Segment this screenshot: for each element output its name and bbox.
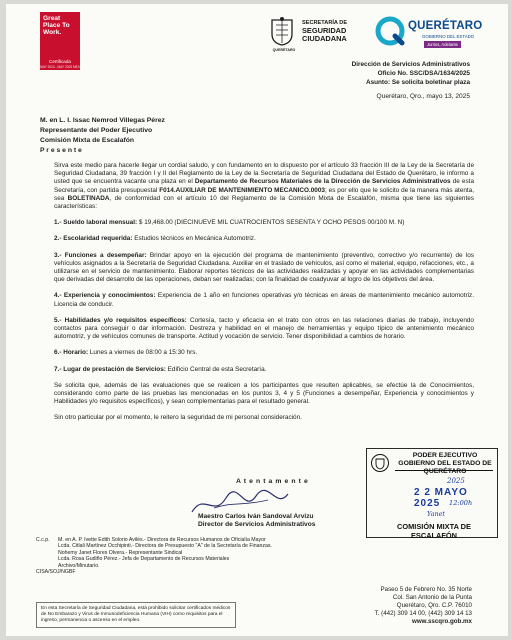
item-1-label: 1.- Sueldo laboral mensual: (54, 219, 138, 227)
stamp-header (395, 452, 495, 476)
great-place-to-work-logo (40, 12, 80, 70)
ssc-logo-text (302, 19, 347, 43)
stamp-divider (395, 470, 493, 471)
recipient-role2: Comisión Mixta de Escalafón (40, 137, 135, 144)
cc-line: Lcda. Citlali Martínez Occhipinti.- Directora de Presupuesto "A" de la Secretaría de Finanzas. (58, 543, 272, 550)
signer-block (198, 513, 315, 530)
item-6-label: 6.- Horario: (54, 349, 89, 357)
atentamente: A t e n t a m e n t e (236, 478, 309, 485)
intro-f: BOLETINADA (67, 194, 110, 202)
queretaro-sub: GOBIERNO DEL ESTADO (422, 34, 475, 39)
presente: P r e s e n t e (40, 147, 82, 154)
department: Dirección de Servicios Administrativos (351, 61, 470, 68)
ssc-line2: SEGURIDAD (302, 26, 347, 35)
stamp-handwritten-year: 2025 (447, 477, 465, 485)
letter-body (54, 162, 474, 431)
seal-caption: QUERÉTARO (272, 48, 296, 52)
closing-paragraph: Sin otro particular por el momento, le reitero la seguridad de mi personal consideración. (54, 414, 302, 422)
cc-list (58, 537, 272, 569)
gptw-cert: Certificada (49, 59, 71, 64)
letter-header (352, 60, 470, 87)
intro-paragraph (54, 162, 474, 211)
item-3-label: 3.- Funciones a desempeñar: (54, 251, 147, 259)
item-2-label: 2.- Escolaridad requerida: (54, 235, 133, 243)
letter-page (6, 4, 508, 636)
item-4 (54, 292, 474, 308)
item-4-text: Experiencia de 1 año en funciones operativas y/o técnicas en áreas de mantenimiento mecánico automotriz. Licencia de conducir. (54, 292, 474, 308)
state-seal-icon (268, 16, 296, 46)
stamp-top1: PODER EJECUTIVO (412, 452, 478, 459)
oficio-number: Oficio No. SSC/DSA/1634/2025 (377, 70, 470, 77)
cc-line: Lcda. Rosa Gudiño Pérez.- Jefa de Departamento de Recursos Materiales (58, 556, 230, 563)
signer-name: Maestro Carlos Iván Sandoval Arvizu (198, 513, 314, 520)
item-3-text: Brindar apoyo en la ejecución del programa de mantenimiento (preventivo, correctivo y/o recurrente) de los vehículos asignados a la Secretaría de Seguridad Ciudadana. Auxiliar en el traslado de vehículos, así como el material, equipo, refacciones, etc., a utilizarse en el servicio de mantenimiento. Elaborar reportes técnicos de las actividades realizadas y apoyar en las actividades complementarias que derivadas del desarrollo de las operaciones, deban ser realizadas; con la finalidad de coadyuvar al logro de los objetivos del área. (54, 251, 475, 284)
item-5-text: Cortesía, tacto y eficacia en el trato con otros en las relaciones diarias de trabajo, incluyendo contactos para conseguir o dar información. Destreza y habilidad en el manejo de herramientas y equipo típico de antenimiento mecánico automotriz, y de vehículos comunes de transporte. Actitud y vocación de servicio. Tener disponibilidad a cambios de horario. (54, 316, 474, 341)
item-7 (54, 366, 474, 374)
gptw-small: MAY 2024 - MAY 2025 MEX (40, 65, 80, 69)
gptw-text: Great Place To Work. (43, 15, 70, 37)
cc-block (36, 537, 336, 575)
item-4-label: 4.- Experiencia y conocimientos: (54, 292, 156, 300)
intro-d: F014.AUXILIAR DE MANTENIMIENTO MECANICO.0003 (159, 186, 325, 194)
footer-line2: Col. San Antonio de la Punta (392, 594, 472, 601)
item-1-text: $ 19,468.00 (DIECINUEVE MIL CUATROCIENTOS SESENTA Y OCHO PESOS 00/100 M. N) (137, 219, 405, 227)
item-5 (54, 317, 474, 342)
stamp-top2: GOBIERNO DEL ESTADO DE QUERÉTARO (398, 460, 492, 475)
stamp-handwritten-time: 12:00h (449, 499, 473, 507)
recipient-role1: Representante del Poder Ejecutivo (40, 127, 153, 134)
initials: CISA/SOJ/NGBF (36, 569, 76, 576)
letter-date: Querétaro, Qro., mayo 13, 2025 (376, 93, 470, 100)
stamp-handwritten-name: Yanet (427, 510, 445, 518)
cc-line: Archivo/Minutario. (58, 562, 100, 569)
item-6-text: Lunes a viernes de 08:00 a 15:30 hrs. (88, 349, 198, 357)
queretaro-name: QUERÉTARO (408, 20, 483, 32)
stamp-seal-icon (370, 453, 390, 473)
ssc-line1: SECRETARÍA DE (302, 20, 348, 26)
queretaro-logo-icon (375, 16, 405, 46)
signer-title: Director de Servicios Administrativos (198, 521, 316, 529)
recipient-block (40, 116, 165, 156)
footer-url[interactable]: www.sscqro.gob.mx (412, 618, 472, 625)
item-1 (54, 219, 474, 227)
recipient-name: M. en L. I. Issac Nemrod Villegas Pérez (40, 117, 165, 124)
item-2 (54, 235, 474, 243)
item-6 (54, 349, 474, 357)
intro-c: de esta Secretaría, con partida presupuestal (54, 178, 475, 194)
item-5-label: 5.- Habilidades y/o requisitos específicos: (54, 316, 187, 324)
footer-line4: T. (442) 309 14 00, (442) 309 14 13 (374, 610, 472, 617)
item-7-text: Edificio Central de esta Secretaría. (165, 365, 267, 373)
item-2-text: Estudios técnicos en Mecánica Automotriz. (132, 235, 256, 243)
request-paragraph: Se solicita que, además de las evaluaciones que se realicen a los participantes que resulten aplicables, se efectúe la de Conocimientos, considerando como parte de las pruebas las mencionadas en los puntos 3, 4 y 5 (Funciones a desempeñar, Experiencia y conocimientos y Habilidades y/o requisitos específicos), y sean complementarias para el resultado general. (54, 381, 474, 406)
stamp-date: 2 2 MAYO 2025 (414, 487, 468, 509)
notice-box: En esta Secretaría de Seguridad Ciudadana, está prohibido solicitar certificados médicos de No Embarazo y Virus de Inmunodeficiencia Humana (VIH) como requisitos para el ingreso, permanencia o ascenso en el empleo. (36, 602, 236, 628)
item-7-label: 7.- Lugar de prestación de Servicios: (54, 365, 166, 373)
ssc-line3: CIUDADANA (302, 34, 347, 43)
cc-row (36, 537, 336, 569)
footer-line1: Paseo 5 de Febrero No. 35 Norte (380, 586, 472, 593)
asunto: Asunto: Se solicita boletinar plaza (365, 79, 470, 86)
stamp-bottom: COMISIÓN MIXTA DE ESCALAFÓN (397, 522, 471, 540)
queretaro-tagline: Juntos, Adelante (424, 41, 461, 48)
intro-g: , de conformidad con el artículo 10 del Reglamento de la Comisión Mixta de Escalafón, misma que tiene las siguientes características: (54, 194, 474, 211)
cc-line: Nohemy Janet Flores Olvera.- Representante Sindical (58, 549, 183, 556)
cc-label: C.c.p. (36, 537, 50, 543)
item-3 (54, 252, 474, 285)
intro-b: Departamento de Recursos Materiales de la Dirección de Servicios Administrativos (194, 178, 451, 186)
footer-address (375, 586, 472, 626)
cc-line: M. en A. P. Ivette Edith Solorio Avilés.- Directora de Recursos Humanos de Oficialía Mayor (58, 537, 266, 543)
reception-stamp (366, 448, 498, 538)
footer-line3: Querétaro, Qro. C.P. 76010 (396, 602, 472, 609)
intro-e: ; es por ello que le solicito de la manera más atenta, sea (54, 186, 475, 202)
intro-a: Sirva este medio para hacerle llegar un cordial saludo, y con fundamento en lo dispuesto por el artículo 33 fracción III de la Ley de la Secretaría de Seguridad Ciudadana, 39 fracción I y II del Reglamento de la Ley de la Secretaría de Seguridad Ciudadana del Estado de Querétaro, le informo a usted que se encuentra vacante una plaza en el (54, 162, 474, 186)
